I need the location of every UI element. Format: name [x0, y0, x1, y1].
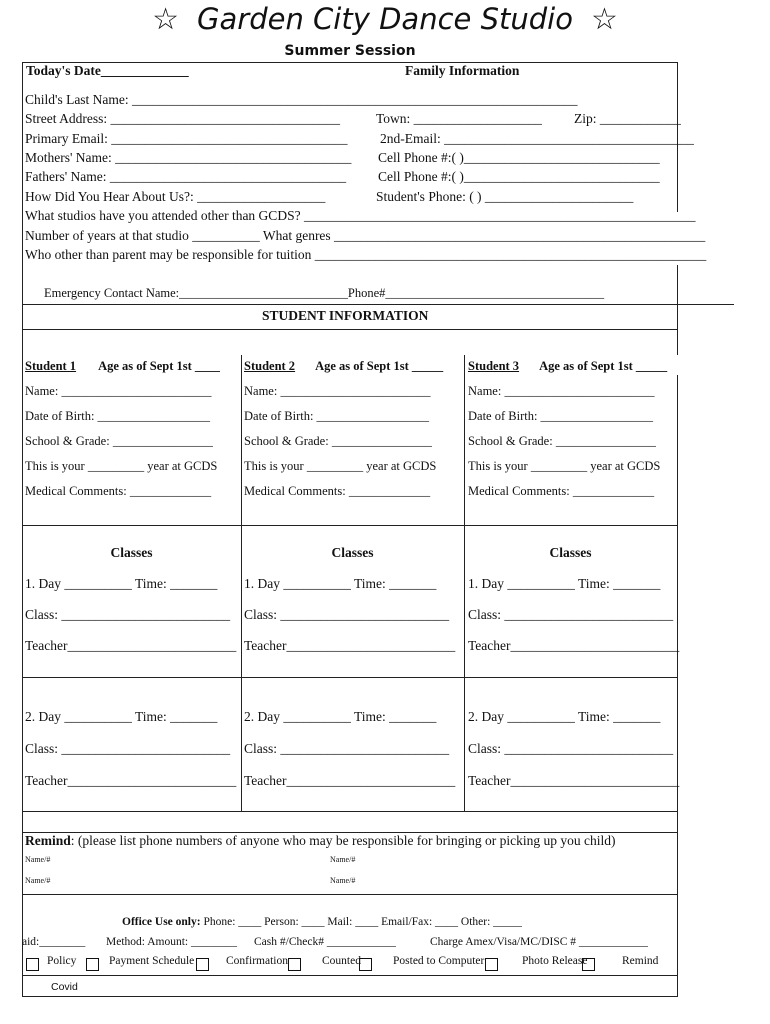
student-2-name-field[interactable]: Name: ________________________: [244, 384, 431, 398]
student-1-teacher2-field[interactable]: Teacher_________________________: [25, 773, 237, 788]
student-3-label: Student 3: [468, 359, 520, 373]
policy-checkbox[interactable]: [26, 958, 39, 971]
student-1-medical-field[interactable]: Medical Comments: _____________: [25, 484, 212, 498]
fathers-name-field[interactable]: Fathers' Name: ___________________________________: [25, 169, 347, 184]
student-1-age-field[interactable]: Age as of Sept 1st ____: [98, 359, 220, 373]
remind-name-field[interactable]: Name/#: [25, 855, 51, 864]
posted-label: Posted to Computer: [393, 955, 485, 967]
student-2-class2-field[interactable]: Class: _________________________: [244, 741, 450, 756]
student-2-day2-field[interactable]: 2. Day __________ Time: _______: [244, 709, 437, 724]
student-3-age-field[interactable]: Age as of Sept 1st _____: [539, 359, 668, 373]
star-icon: ☆: [152, 2, 180, 37]
frame-bottom: [22, 996, 678, 997]
payment-schedule-checkbox[interactable]: [86, 958, 99, 971]
office-use-row: [122, 916, 522, 928]
student-2-dob-field[interactable]: Date of Birth: __________________: [244, 409, 430, 423]
frame-left: [22, 62, 23, 996]
frame-right-low: [677, 375, 678, 996]
student-3-year-field[interactable]: This is your _________ year at GCDS: [468, 459, 661, 473]
town-field[interactable]: Town: ___________________: [376, 111, 542, 126]
student-2-medical-field[interactable]: Medical Comments: _____________: [244, 484, 431, 498]
student-1-day2-field[interactable]: 2. Day __________ Time: _______: [25, 709, 218, 724]
student-3-teacher1-field[interactable]: Teacher_________________________: [468, 638, 680, 653]
payment-schedule-label: Payment Schedule: [109, 955, 195, 967]
remind-check-label: Remind: [622, 955, 659, 967]
student-2-teacher1-field[interactable]: Teacher_________________________: [244, 638, 456, 653]
covid-label: Covid: [51, 981, 78, 993]
office-contact-methods[interactable]: Phone: ____ Person: ____ Mail: ____ Email/Fax: ____ Other: _____: [200, 916, 522, 928]
counted-label: Counted: [322, 955, 361, 967]
photo-release-label: Photo Release: [522, 955, 588, 967]
remind-name-field[interactable]: Name/#: [330, 855, 356, 864]
row-divider: [22, 975, 678, 976]
student-1-teacher1-field[interactable]: Teacher_________________________: [25, 638, 237, 653]
student-2-day1-field[interactable]: 1. Day __________ Time: _______: [244, 576, 437, 591]
cash-check-field[interactable]: Cash #/Check# ____________: [254, 936, 396, 948]
childs-last-name-field[interactable]: Child's Last Name: __________________________________________________________________: [25, 92, 578, 107]
policy-label: Policy: [47, 955, 77, 967]
mothers-name-field[interactable]: Mothers' Name: ___________________________________: [25, 150, 352, 165]
student-1-day1-field[interactable]: 1. Day __________ Time: _______: [25, 576, 218, 591]
student-2-label: Student 2: [244, 359, 296, 373]
star-icon: ☆: [590, 2, 618, 37]
column-separator: [464, 355, 465, 811]
student-2-school-field[interactable]: School & Grade: ________________: [244, 434, 432, 448]
paid-field[interactable]: aid:________: [22, 936, 86, 948]
cell-phone-1-field[interactable]: Cell Phone #:( )_____________________________: [378, 150, 660, 165]
student-3-school-field[interactable]: School & Grade: ________________: [468, 434, 656, 448]
student-3-classes-heading: Classes: [549, 545, 592, 560]
divider: [22, 329, 678, 330]
remind-name-field[interactable]: Name/#: [25, 876, 51, 885]
student-1-class2-field[interactable]: Class: _________________________: [25, 741, 231, 756]
student-3-day1-field[interactable]: 1. Day __________ Time: _______: [468, 576, 661, 591]
column-separator: [241, 355, 242, 811]
counted-box-checkbox[interactable]: [359, 958, 372, 971]
student-2-year-field[interactable]: This is your _________ year at GCDS: [244, 459, 437, 473]
student-3-class2-field[interactable]: Class: _________________________: [468, 741, 674, 756]
student-3-teacher2-field[interactable]: Teacher_________________________: [468, 773, 680, 788]
student-1-name-field[interactable]: Name: ________________________: [25, 384, 212, 398]
cell-phone-2-field[interactable]: Cell Phone #:( )_____________________________: [378, 169, 660, 184]
years-genres-field[interactable]: Number of years at that studio __________ What genres _______________________________________________________: [25, 228, 706, 243]
photo-release-checkbox[interactable]: [582, 958, 595, 971]
student-1-dob-field[interactable]: Date of Birth: __________________: [25, 409, 211, 423]
student-2-classes-heading: Classes: [331, 545, 374, 560]
studio-name: Garden City Dance Studio: [197, 2, 573, 36]
responsible-tuition-field[interactable]: Who other than parent may be responsible for tuition __________________________________________________________: [25, 247, 707, 262]
student-1-class1-field[interactable]: Class: _________________________: [25, 607, 231, 622]
student-3-medical-field[interactable]: Medical Comments: _____________: [468, 484, 655, 498]
students-phone-field[interactable]: Student's Phone: ( ) ______________________: [376, 189, 634, 204]
page-title: [0, 2, 770, 37]
charge-card-field[interactable]: Charge Amex/Visa/MC/DISC # ____________: [430, 936, 648, 948]
row-divider: [22, 525, 678, 526]
student-2-age-field[interactable]: Age as of Sept 1st _____: [315, 359, 444, 373]
street-address-field[interactable]: Street Address: __________________________________: [25, 111, 340, 126]
how-hear-field[interactable]: How Did You Hear About Us?: ___________________: [25, 189, 326, 204]
posted-checkbox[interactable]: [485, 958, 498, 971]
primary-email-field[interactable]: Primary Email: ___________________________________: [25, 131, 348, 146]
remind-instructions: [25, 833, 616, 849]
confirmation-label: Confirmation: [226, 955, 288, 967]
student-1-classes-heading: Classes: [110, 545, 153, 560]
remind-label: Remind: [25, 833, 71, 848]
emergency-contact-field[interactable]: Emergency Contact Name:___________________________Phone#___________________________________: [44, 286, 605, 300]
student-1-label: Student 1: [25, 359, 77, 373]
student-heading: [468, 359, 667, 374]
second-email-field[interactable]: 2nd-Email: _____________________________________: [380, 131, 694, 146]
student-2-teacher2-field[interactable]: Teacher_________________________: [244, 773, 456, 788]
remind-text: : (please list phone numbers of anyone who may be responsible for bringing or picking up you child): [70, 833, 616, 848]
remind-name-field[interactable]: Name/#: [330, 876, 356, 885]
student-1-school-field[interactable]: School & Grade: ________________: [25, 434, 213, 448]
row-divider: [22, 677, 678, 678]
student-3-dob-field[interactable]: Date of Birth: __________________: [468, 409, 654, 423]
student-3-day2-field[interactable]: 2. Day __________ Time: _______: [468, 709, 661, 724]
student-heading: [25, 359, 220, 374]
student-3-name-field[interactable]: Name: ________________________: [468, 384, 655, 398]
counted-checkbox[interactable]: [288, 958, 301, 971]
frame-right-mid: [677, 265, 678, 355]
student-heading: [244, 359, 443, 374]
row-divider: [22, 811, 678, 812]
student-1-year-field[interactable]: This is your _________ year at GCDS: [25, 459, 218, 473]
confirmation-checkbox[interactable]: [196, 958, 209, 971]
method-amount-field[interactable]: Method: Amount: ________: [106, 936, 237, 948]
student-2-class1-field[interactable]: Class: _________________________: [244, 607, 450, 622]
office-use-label: Office Use only:: [122, 916, 201, 928]
session-subtitle: Summer Session: [284, 43, 416, 59]
family-info-heading: Family Information: [405, 63, 520, 78]
student-info-heading: STUDENT INFORMATION: [262, 308, 429, 323]
zip-field[interactable]: Zip: ____________: [574, 111, 681, 126]
student-3-class1-field[interactable]: Class: _________________________: [468, 607, 674, 622]
todays-date-field[interactable]: Today's Date_____________: [26, 63, 189, 78]
row-divider: [22, 894, 678, 895]
other-studios-field[interactable]: What studios have you attended other than GCDS? __________________________________________________________: [25, 208, 696, 223]
divider: [22, 304, 734, 305]
